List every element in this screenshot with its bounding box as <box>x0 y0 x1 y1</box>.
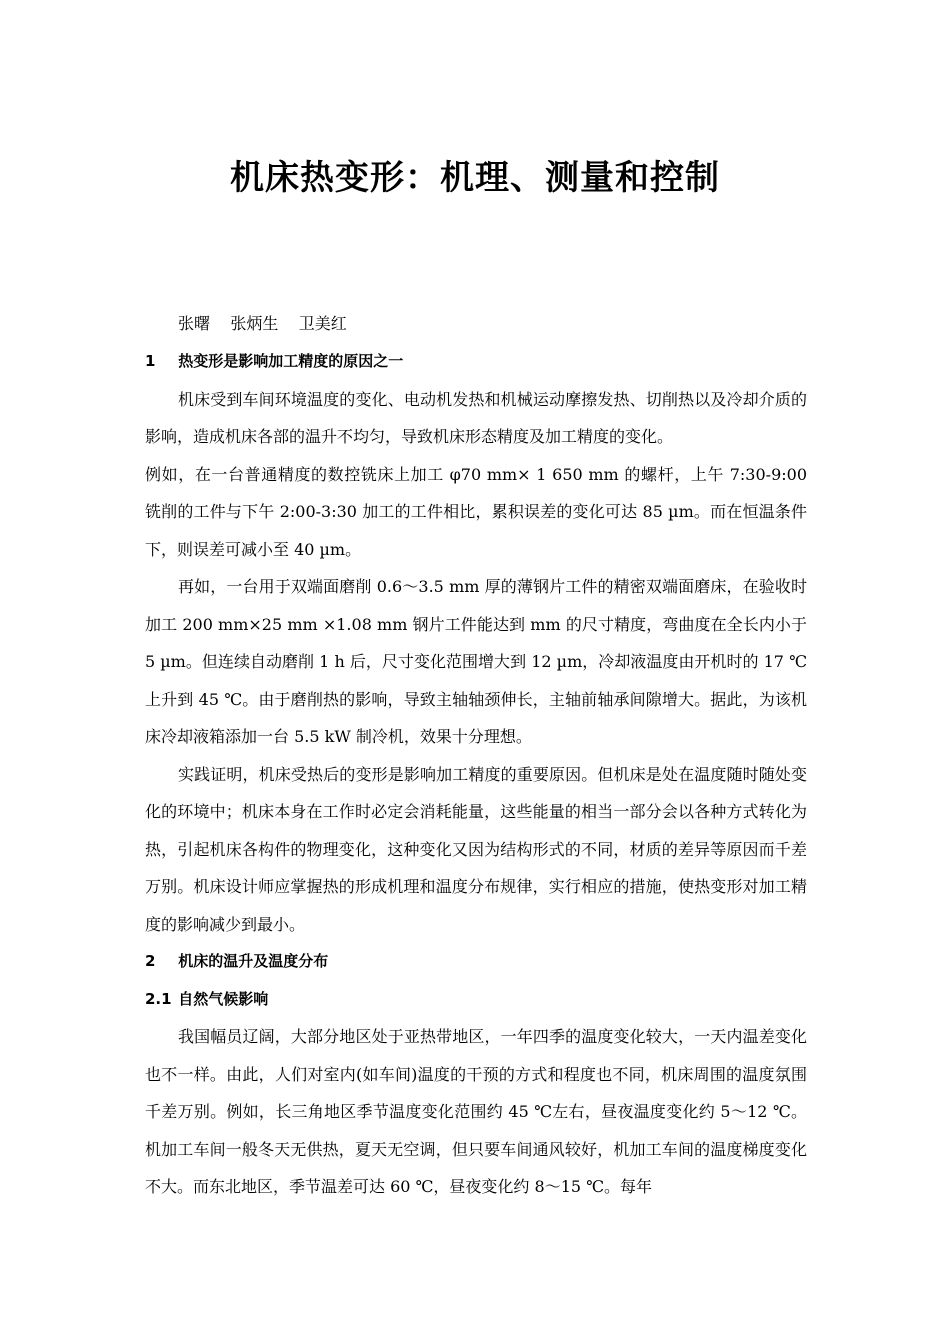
paragraph: 例如，在一台普通精度的数控铣床上加工 φ70 mm× 1 650 mm 的螺杆，上午 7:30-9:00 铣削的工件与下午 2:00-3:30 加工的工件相比，累积误差的变化可达 85 µm。而在恒温条件下，则误差可减小至 40 µm。 <box>145 464 807 559</box>
document-title: 机床热变形：机理、测量和控制 <box>230 158 720 198</box>
section-number: 2.1 <box>145 989 172 1008</box>
author-list: 张曙 张炳生 卫美红 <box>178 314 347 333</box>
section-heading-2 <box>145 943 807 981</box>
section-number: 2 <box>145 952 156 970</box>
paragraph: 再如，一台用于双端面磨削 0.6～3.5 mm 厚的薄钢片工件的精密双端面磨床，在验收时加工 200 mm×25 mm ×1.08 mm 钢片工件能达到 mm 的尺寸精度，弯曲度在全长内小于 5 µm。但连续自动磨削 1 h 后，尺寸变化范围增大到 12 µm，冷却液温度由开机时的 17 ℃上升到 45 ℃。由于磨削热的影响，导致主轴轴颈伸长，主轴前轴承间隙增大。据此，为该机床冷却液箱添加一台 5.5 kW 制冷机，效果十分理想。 <box>145 577 807 746</box>
section-heading-1 <box>145 343 807 381</box>
section-title: 自然气候影响 <box>178 989 269 1008</box>
document-body <box>145 343 807 1206</box>
paragraph: 我国幅员辽阔，大部分地区处于亚热带地区，一年四季的温度变化较大，一天内温差变化也不一样。由此，人们对室内(如车间)温度的干预的方式和程度也不同，机床周围的温度氛围千差万别。例如，长三角地区季节温度变化范围约 45 ℃左右，昼夜温度变化约 5～12 ℃。机加工车间一般冬天无供热，夏天无空调，但只要车间通风较好，机加工车间的温度梯度变化不大。而东北地区，季节温差可达 60 ℃，昼夜变化约 8～15 ℃。每年 <box>145 1027 807 1196</box>
section-title: 热变形是影响加工精度的原因之一 <box>178 352 404 370</box>
section-title: 机床的温升及温度分布 <box>178 952 329 970</box>
paragraph: 机床受到车间环境温度的变化、电动机发热和机械运动摩擦发热、切削热以及冷却介质的影响，造成机床各部的温升不均匀，导致机床形态精度及加工精度的变化。 <box>145 389 807 446</box>
section-number: 1 <box>145 352 156 370</box>
paragraph: 实践证明，机床受热后的变形是影响加工精度的重要原因。但机床是处在温度随时随处变化的环境中；机床本身在工作时必定会消耗能量，这些能量的相当一部分会以各种方式转化为热，引起机床各构件的物理变化，这种变化又因为结构形式的不同，材质的差异等原因而千差万别。机床设计师应掌握热的形成机理和温度分布规律，实行相应的措施，使热变形对加工精度的影响减少到最小。 <box>145 764 807 934</box>
subsection-heading-2-1 <box>145 981 807 1019</box>
